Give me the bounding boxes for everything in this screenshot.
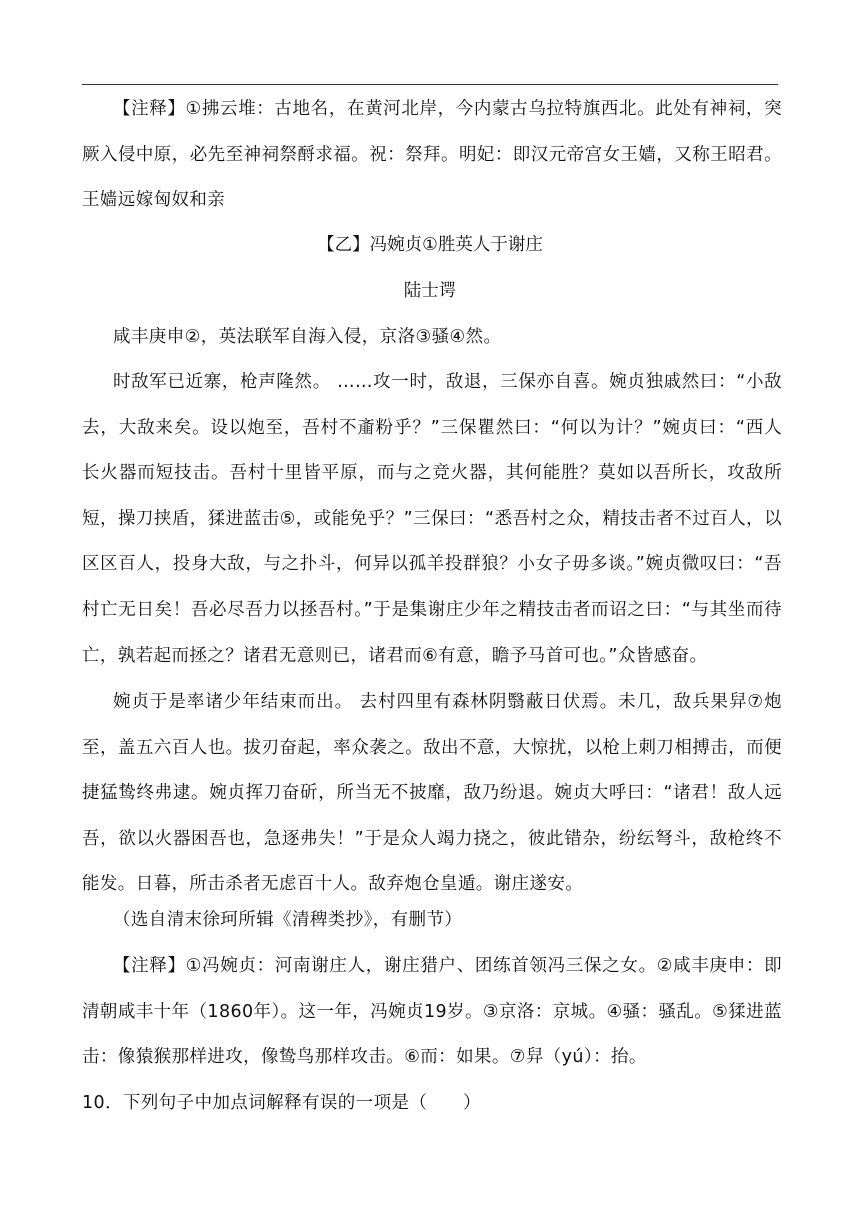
- paragraph-2: 时敌军已近寨，枪声隆然。 ……攻一时，敌退，三保亦自喜。婉贞独戚然曰：“小敌去，大敌来矣。设以炮至，吾村不齑粉乎？”三保瞿然曰：“何以为计？”婉贞曰：“西人长火器而短技击。吾村十里皆平原，而与之竞火器，其何能胜？莫如以吾所长，攻敌所短，操刀挟盾，猱进蓝击⑤，或能免乎？”三保曰：“悉吾村之众，精技击者不过百人，以区区百人，投身大敌，与之扑斗，何异以孤羊投群狼？小女子毋多谈。”婉贞微叹曰：“吾村亡无日矣！吾必尽吾力以拯吾村。”于是集谢庄少年之精技击者而诏之曰：“与其坐而待亡，孰若起而拯之？诸君无意则已，诸君而⑥有意，瞻予马首可也。”众皆感奋。: [82, 372, 782, 666]
- source-note: （选自清末徐珂所辑《清稗类抄》，有删节）: [113, 910, 463, 930]
- paragraph-3: 婉贞于是率诸少年结束而出。 去村四里有森林阴翳蔽日伏焉。未几，敌兵果舁⑦炮至，盖五六百人也。拔刃奋起，率众袭之。敌出不意，大惊扰，以枪上刺刀相搏击，而便捷猛鸷终弗逮。婉贞挥刀奋斫，所当无不披靡，敌乃纷退。婉贞大呼曰：“诸君！敌人远吾，欲以火器困吾也，急逐弗失！”于是众人竭力挠之，彼此错杂，纷纭弩斗，敌枪终不能发。日暮，所击杀者无虑百十人。敌弃炮仓皇遁。谢庄遂安。: [82, 692, 782, 895]
- annotation-jia: 【注释】①拂云堆：古地名，在黄河北岸，今内蒙古乌拉特旗西北。此处有神祠，突厥入侵中原，必先至神祠祭酹求福。祝：祭拜。明妃：即汉元帝宫女王嫱，又称王昭君。王嫱远嫁匈奴和亲: [82, 99, 782, 211]
- passage-author: 陆士谔: [403, 281, 457, 301]
- question-10: 10．下列句子中加点词解释有误的一项是（ ）: [82, 1093, 481, 1113]
- paragraph-1: 咸丰庚申②，英法联军自海入侵，京洛③骚④然。: [113, 327, 502, 347]
- passage-title: 【乙】冯婉贞①胜英人于谢庄: [317, 235, 543, 255]
- header-divider: [82, 84, 778, 85]
- annotation-yi: 【注释】①冯婉贞：河南谢庄人，谢庄猎户、团练首领冯三保之女。②咸丰庚申：即清朝咸丰十年（1860年）。这一年，冯婉贞19岁。③京洛：京城。④骚：骚乱。⑤猱进蓝击：像猿猴那样进攻，像鸷鸟那样攻击。⑥而：如果。⑦舁（yú）：抬。: [82, 956, 782, 1068]
